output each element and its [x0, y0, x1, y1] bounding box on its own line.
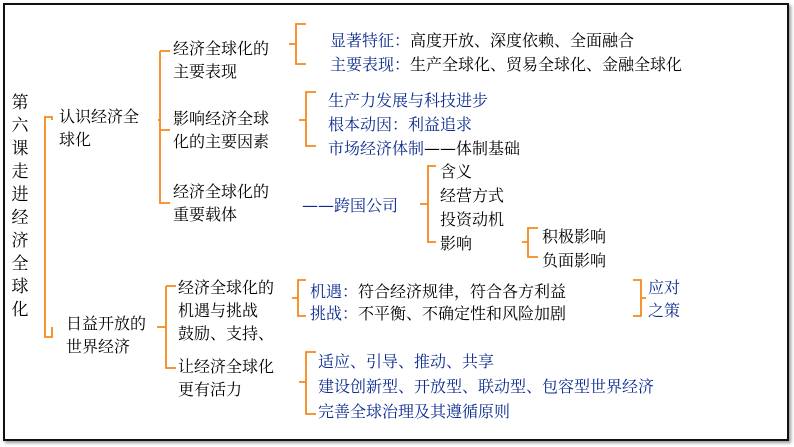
bracket-carrier [420, 166, 436, 242]
opportunity-item: 机遇：符合经济规律，符合各方利益 [310, 282, 567, 301]
bracket-factors [299, 92, 316, 146]
manifestation-label: 经济全球化的 主要表现 [173, 39, 270, 81]
carrier-name: ——跨国公司 [302, 196, 399, 215]
carrier-item: 投资动机 [440, 210, 505, 229]
carrier-label: 经济全球化的 重要载体 [173, 182, 270, 224]
lesson-title: 第六课 走进经济全球化 [11, 93, 29, 320]
opportunity-label: 经济全球化的 机遇与挑战 [178, 278, 275, 320]
manifestation-item: 显著特征：高度开放、深度依赖、全面融合 [330, 31, 635, 50]
vitality-item: 完善全球治理及其遵循原则 [318, 402, 511, 421]
vitality-label: 鼓励、支持、 让经济全球化 更有活力 [178, 324, 275, 399]
bracket-open-world [157, 286, 176, 368]
carrier-item: 含义 [440, 162, 473, 181]
branch-recognize-label: 认识经济全 球化 [59, 107, 140, 149]
factors-item: 市场经济体制——体制基础 [328, 139, 521, 158]
bracket-impact [522, 228, 538, 257]
bracket-vitality [299, 352, 316, 414]
carrier-item: 经营方式 [440, 186, 505, 205]
impact-item: 负面影响 [542, 251, 607, 270]
opportunity-item: 挑战：不平衡、不确定性和风险加剧 [310, 304, 567, 323]
vitality-item: 适应、引导、推动、共享 [318, 352, 495, 371]
vitality-item: 建设创新型、开放型、联动型、包容型世界经济 [318, 377, 655, 396]
factors-item: 根本动因：利益追求 [328, 115, 473, 134]
impact-item: 积极影响 [542, 227, 607, 246]
carrier-item: 影响 [440, 234, 473, 253]
bracket-manifestation [289, 24, 306, 64]
factors-item: 生产力发展与科技进步 [328, 91, 489, 110]
factors-label: 影响经济全球 化的主要因素 [173, 109, 270, 151]
bracket-recognize [158, 51, 170, 203]
bracket-response [633, 280, 646, 316]
bracket-opportunity [292, 280, 306, 316]
response-label: 应对 之策 [648, 278, 681, 320]
manifestation-item: 主要表现：生产全球化、贸易全球化、金融全球化 [330, 55, 683, 74]
bracket-root [45, 117, 52, 337]
branch-open-world-label: 日益开放的 世界经济 [66, 314, 147, 356]
